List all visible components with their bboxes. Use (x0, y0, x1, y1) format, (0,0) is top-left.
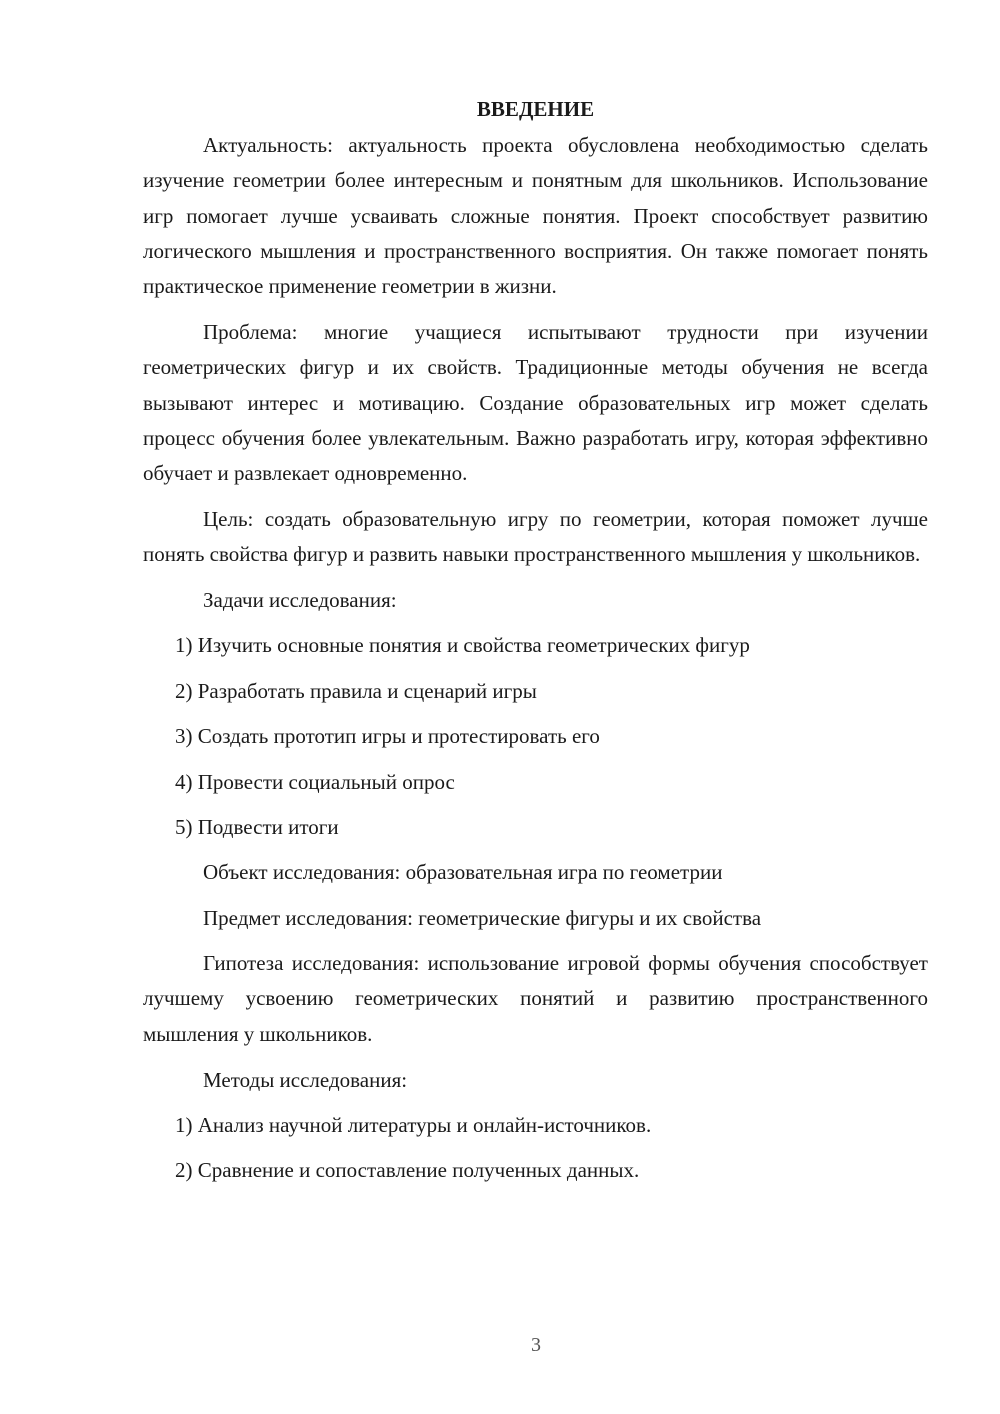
method-item: 1) Анализ научной литературы и онлайн-источников. (175, 1112, 652, 1137)
task-item: 4) Провести социальный опрос (175, 769, 455, 794)
research-object: Объект исследования: образовательная игра по геометрии (203, 860, 723, 885)
problem-paragraph: Проблема: многие учащиеся испытывают трудности при изучении геометрических фигур и их свойств. Традиционные методы обучения не всегда вызывают интерес и мотивацию. Создание образовательных игр может сделать процесс обучения более увлекательным. Важно разработать игру, которая эффективно обучает и развлекает одновременно. (143, 319, 928, 486)
research-subject: Предмет исследования: геометрические фигуры и их свойства (203, 905, 762, 930)
document-title: ВВЕДЕНИЕ (476, 97, 595, 121)
goal-paragraph: Цель: создать образовательную игру по геометрии, которая поможет лучше понять свойства фигур и развить навыки пространственного мышления у школьников. (143, 506, 928, 567)
task-item: 2) Разработать правила и сценарий игры (175, 678, 537, 703)
hypothesis-paragraph: Гипотеза исследования: использование игровой формы обучения способствует лучшему усвоению геометрических понятий и развитию пространственного мышления у школьников. (143, 951, 928, 1046)
tasks-heading: Задачи исследования: (203, 588, 397, 613)
methods-heading: Методы исследования: (203, 1067, 408, 1092)
page-number: 3 (531, 1334, 541, 1356)
task-item: 1) Изучить основные понятия и свойства геометрических фигур (175, 633, 750, 658)
task-item: 3) Создать прототип игры и протестировать его (175, 724, 600, 749)
document-page (143, 92, 928, 1199)
method-item: 2) Сравнение и сопоставление полученных данных. (175, 1158, 640, 1183)
relevance-paragraph: Актуальность: актуальность проекта обусловлена необходимостью сделать изучение геометрии более интересным и понятным для школьников. Использование игр помогает лучше усваивать сложные понятия. Проект способствует развитию логического мышления и пространственного восприятия. Он также помогает понять практическое применение геометрии в жизни. (143, 133, 928, 299)
task-item: 5) Подвести итоги (175, 815, 339, 840)
